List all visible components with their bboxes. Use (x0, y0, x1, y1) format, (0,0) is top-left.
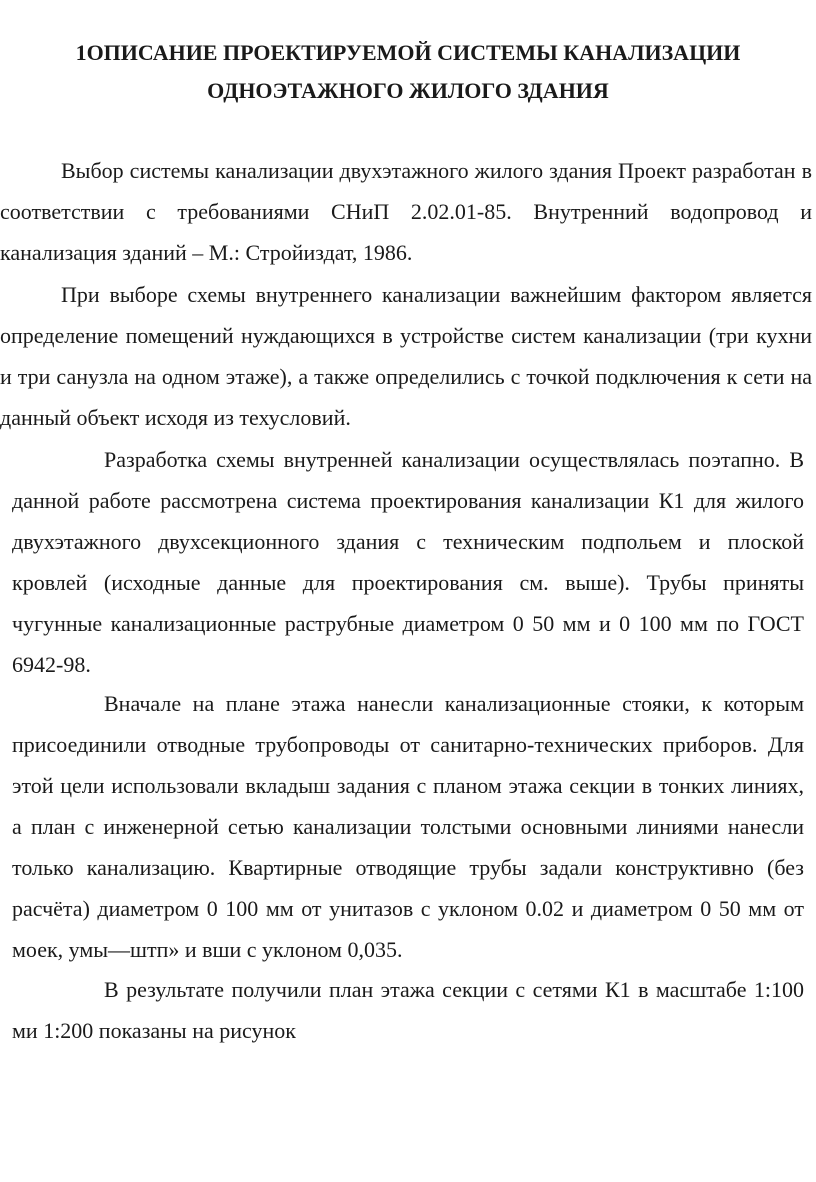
paragraph-1: Выбор системы канализации двухэтажного жилого здания Проект разработан в соответствии с требованиями СНиП 2.02.01-85. Внутренний водопровод и канализация зданий – М.: Стройиздат, 1986. (0, 158, 812, 265)
paragraph-2: При выборе схемы внутреннего канализации важнейшим фактором является определение помещений нуждающихся в устройстве систем канализации (три кухни и три санузла на одном этаже), а также определились с точкой подключения к сети на данный объект исходя из техусловий. (0, 282, 812, 430)
heading-line-2: ОДНОЭТАЖНОГО ЖИЛОГО ЗДАНИЯ (207, 78, 609, 103)
paragraph-3: Разработка схемы внутренней канализации осуществлялась поэтапно. В данной работе рассмотрена система проектирования канализации К1 для жилого двухэтажного двухсекционного здания с техническим подпольем и плоской кровлей (исходные данные для проектирования см. выше). Трубы приняты чугунные канализационные раструбные диаметром 0 50 мм и 0 100 мм по ГОСТ 6942-98. (12, 447, 804, 677)
heading-line-1: 1ОПИСАНИЕ ПРОЕКТИРУЕМОЙ СИСТЕМЫ КАНАЛИЗАЦИИ (75, 40, 741, 65)
paragraph-5: В результате получили план этажа секции с сетями К1 в масштабе 1:100 ми 1:200 показаны на рисунок (12, 977, 804, 1043)
document-heading (0, 34, 816, 110)
paragraph-4: Вначале на плане этажа нанесли канализационные стояки, к которым присоединили отводные трубопроводы от санитарно-технических приборов. Для этой цели использовали вкладыш задания с планом этажа секции в тонких линиях, а план с инженерной сетью канализации толстыми основными линиями нанесли только канализацию. Квартирные отводящие трубы задали конструктивно (без расчёта) диаметром 0 100 мм от унитазов с уклоном 0.02 и диаметром 0 50 мм от моек, умы—штп» и вши с уклоном 0,035. (12, 691, 804, 962)
